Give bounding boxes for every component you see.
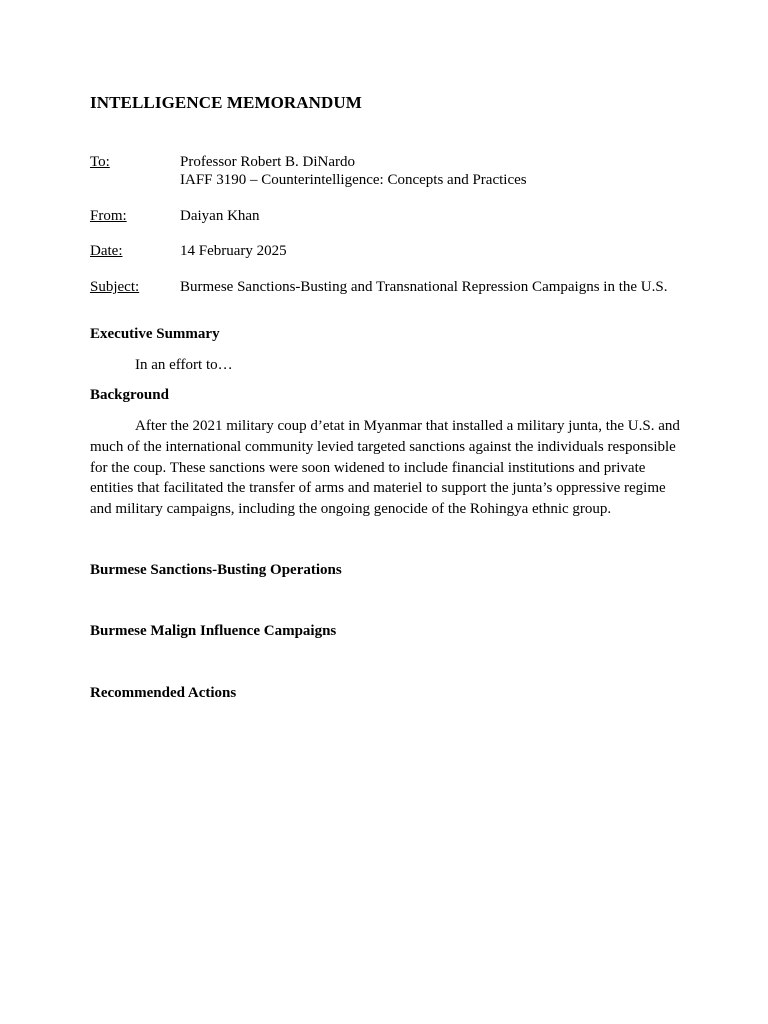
to-course: IAFF 3190 – Counterintelligence: Concepts and Practices	[180, 172, 527, 188]
executive-summary-heading: Executive Summary	[90, 326, 220, 342]
to-label: To:	[90, 154, 110, 170]
executive-summary-text: In an effort to…	[135, 357, 233, 373]
memo-title: INTELLIGENCE MEMORANDUM	[90, 93, 362, 112]
from-value: Daiyan Khan	[180, 208, 260, 224]
background-paragraph: After the 2021 military coup d’etat in Myanmar that installed a military junta, the U.S. and much of the international community levied targeted sanctions against the individuals responsible for the coup. These sanctions were soon widened to include financial institutions and private entities that facilitated the transfer of arms and materiel to support the junta’s oppressive regime and military campaigns, including the ongoing genocide of the Rohingya ethnic group.	[90, 418, 680, 518]
date-value: 14 February 2025	[180, 243, 287, 259]
malign-influence-heading: Burmese Malign Influence Campaigns	[90, 623, 337, 639]
recommended-actions-heading: Recommended Actions	[90, 685, 237, 701]
to-recipient: Professor Robert B. DiNardo	[180, 154, 355, 170]
subject-value: Burmese Sanctions-Busting and Transnational Repression Campaigns in the U.S.	[180, 279, 668, 295]
date-label: Date:	[90, 243, 123, 259]
from-label: From:	[90, 208, 127, 224]
sanctions-busting-heading: Burmese Sanctions-Busting Operations	[90, 562, 342, 578]
background-heading: Background	[90, 387, 169, 403]
subject-label: Subject:	[90, 279, 140, 295]
